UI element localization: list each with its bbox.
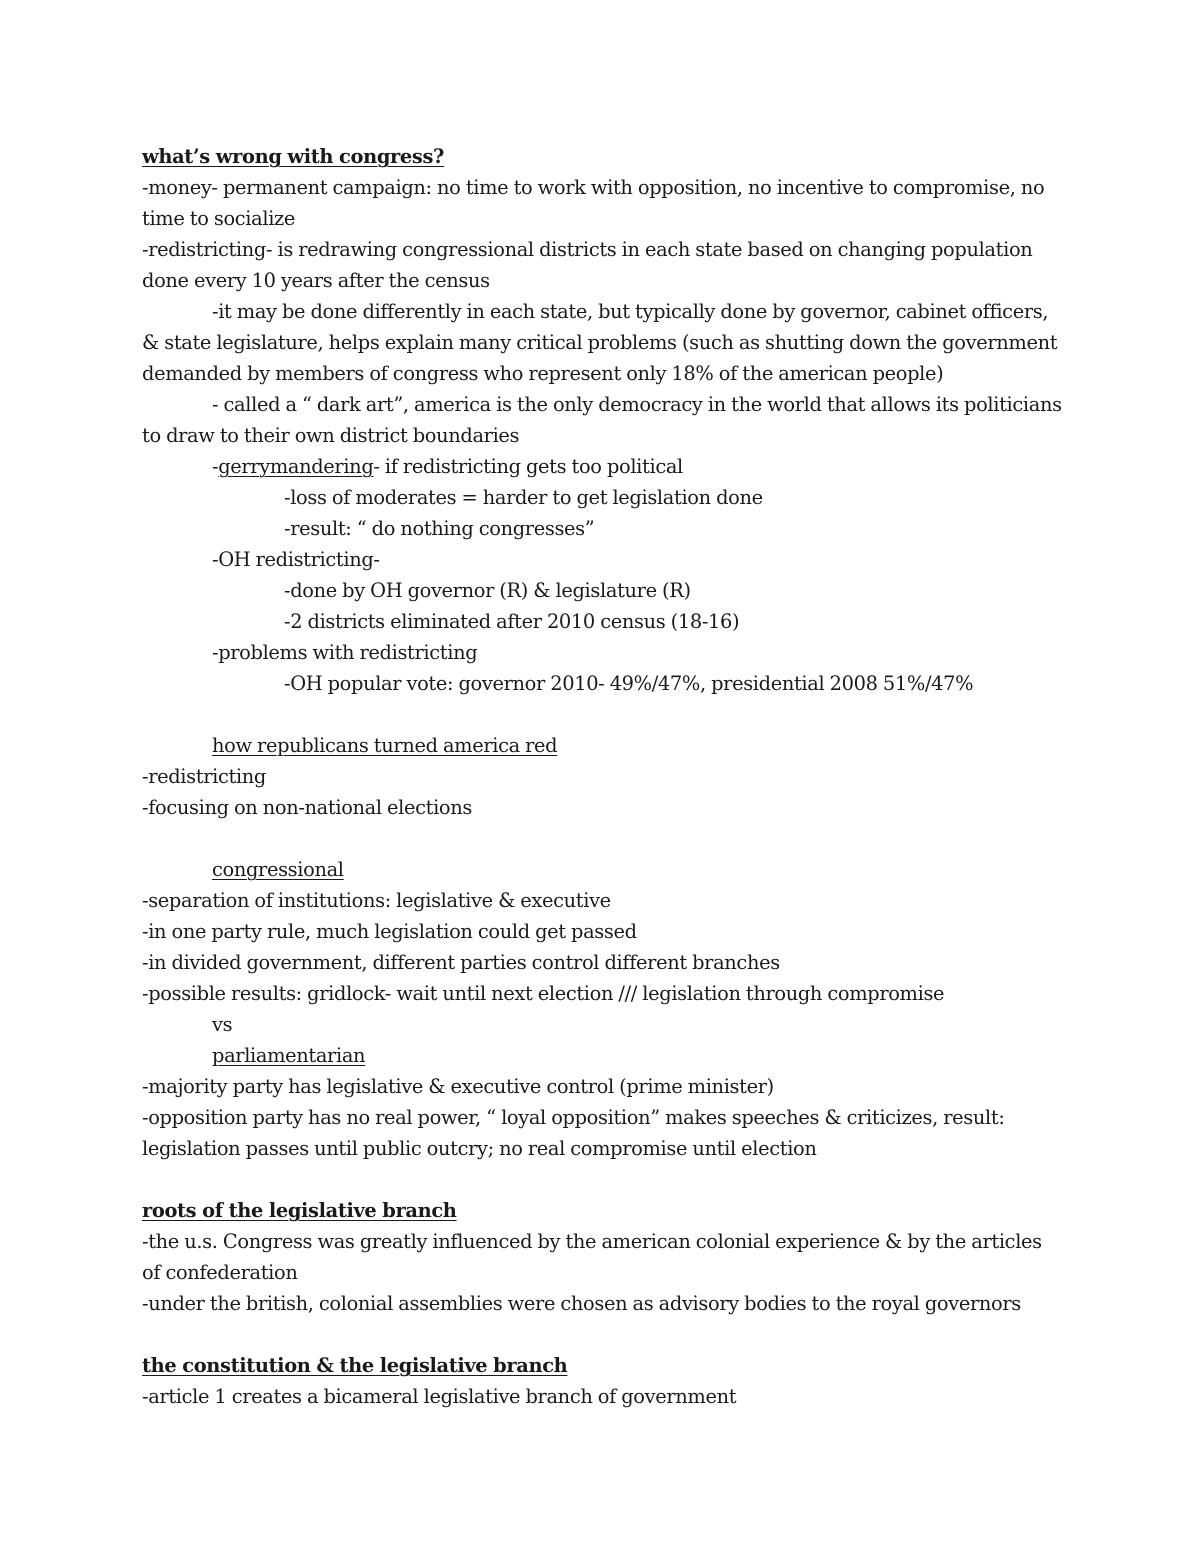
note-line: of confederation [142, 1261, 298, 1284]
subheading: how republicans turned america red [212, 734, 558, 757]
note-line: -loss of moderates = harder to get legislation done [284, 486, 763, 509]
blank-line [142, 699, 1062, 730]
note-line: legislation passes until public outcry; no real compromise until election [142, 1137, 817, 1160]
subheading-line [142, 854, 1062, 885]
note-line: -OH popular vote: governor 2010- 49%/47%, presidential 2008 51%/47% [284, 672, 974, 695]
subheading-line [142, 730, 1062, 761]
note-line: -focusing on non-national elections [142, 796, 472, 819]
note-line: to draw to their own district boundaries [142, 424, 520, 447]
document-body [142, 141, 1062, 1412]
note-line: -money- permanent campaign: no time to work with opposition, no incentive to compromise, no time to socialize [142, 176, 1045, 230]
dash: - [212, 455, 219, 478]
note-line: -the u.s. Congress was greatly influenced by the american colonial experience & by the articles [142, 1230, 1042, 1253]
note-line: -it may be done differently in each state, but typically done by governor, cabinet officers, [212, 300, 1049, 323]
section-heading: roots of the legislative branch [142, 1199, 457, 1222]
note-line: -under the british, colonial assemblies were chosen as advisory bodies to the royal governors [142, 1292, 1021, 1315]
note-line: -redistricting- is redrawing congressional districts in each state based on changing population done every 10 years after the census [142, 238, 1033, 292]
note-line: -result: “ do nothing congresses” [284, 517, 595, 540]
note-line: -article 1 creates a bicameral legislative branch of government [142, 1385, 737, 1408]
note-line: -redistricting [142, 765, 266, 788]
subheading-line [142, 1040, 1062, 1071]
gerrymandering-term: gerrymandering [218, 455, 374, 478]
note-line: -in divided government, different parties control different branches [142, 951, 780, 974]
section-heading: the constitution & the legislative branch [142, 1354, 568, 1377]
note-line: -separation of institutions: legislative & executive [142, 889, 611, 912]
note-line: -done by OH governor (R) & legislature (R) [284, 579, 691, 602]
note-line: -2 districts eliminated after 2010 census (18-16) [284, 610, 740, 633]
versus-label: vs [212, 1013, 233, 1036]
note-line: -opposition party has no real power, “ loyal opposition” makes speeches & criticizes, result: [142, 1106, 1005, 1129]
note-line: -in one party rule, much legislation could get passed [142, 920, 637, 943]
subheading: congressional [212, 858, 344, 881]
blank-line [142, 1319, 1062, 1350]
blank-line [142, 823, 1062, 854]
subheading: parliamentarian [212, 1044, 366, 1067]
note-line: demanded by members of congress who represent only 18% of the american people) [142, 362, 944, 385]
note-line: - called a “ dark art”, america is the only democracy in the world that allows its politicians [212, 393, 1062, 416]
blank-line [142, 1164, 1062, 1195]
gerrymandering-line [142, 451, 1062, 482]
note-line: -problems with redistricting [212, 641, 478, 664]
section-heading: what’s wrong with congress? [142, 145, 445, 168]
note-line: -majority party has legislative & executive control (prime minister) [142, 1075, 774, 1098]
note-line: -OH redistricting- [212, 548, 380, 571]
note-line: -possible results: gridlock- wait until next election /// legislation through compromise [142, 982, 945, 1005]
gerrymandering-definition: - if redistricting gets too political [373, 455, 683, 478]
note-line: & state legislature, helps explain many critical problems (such as shutting down the government [142, 331, 1058, 354]
